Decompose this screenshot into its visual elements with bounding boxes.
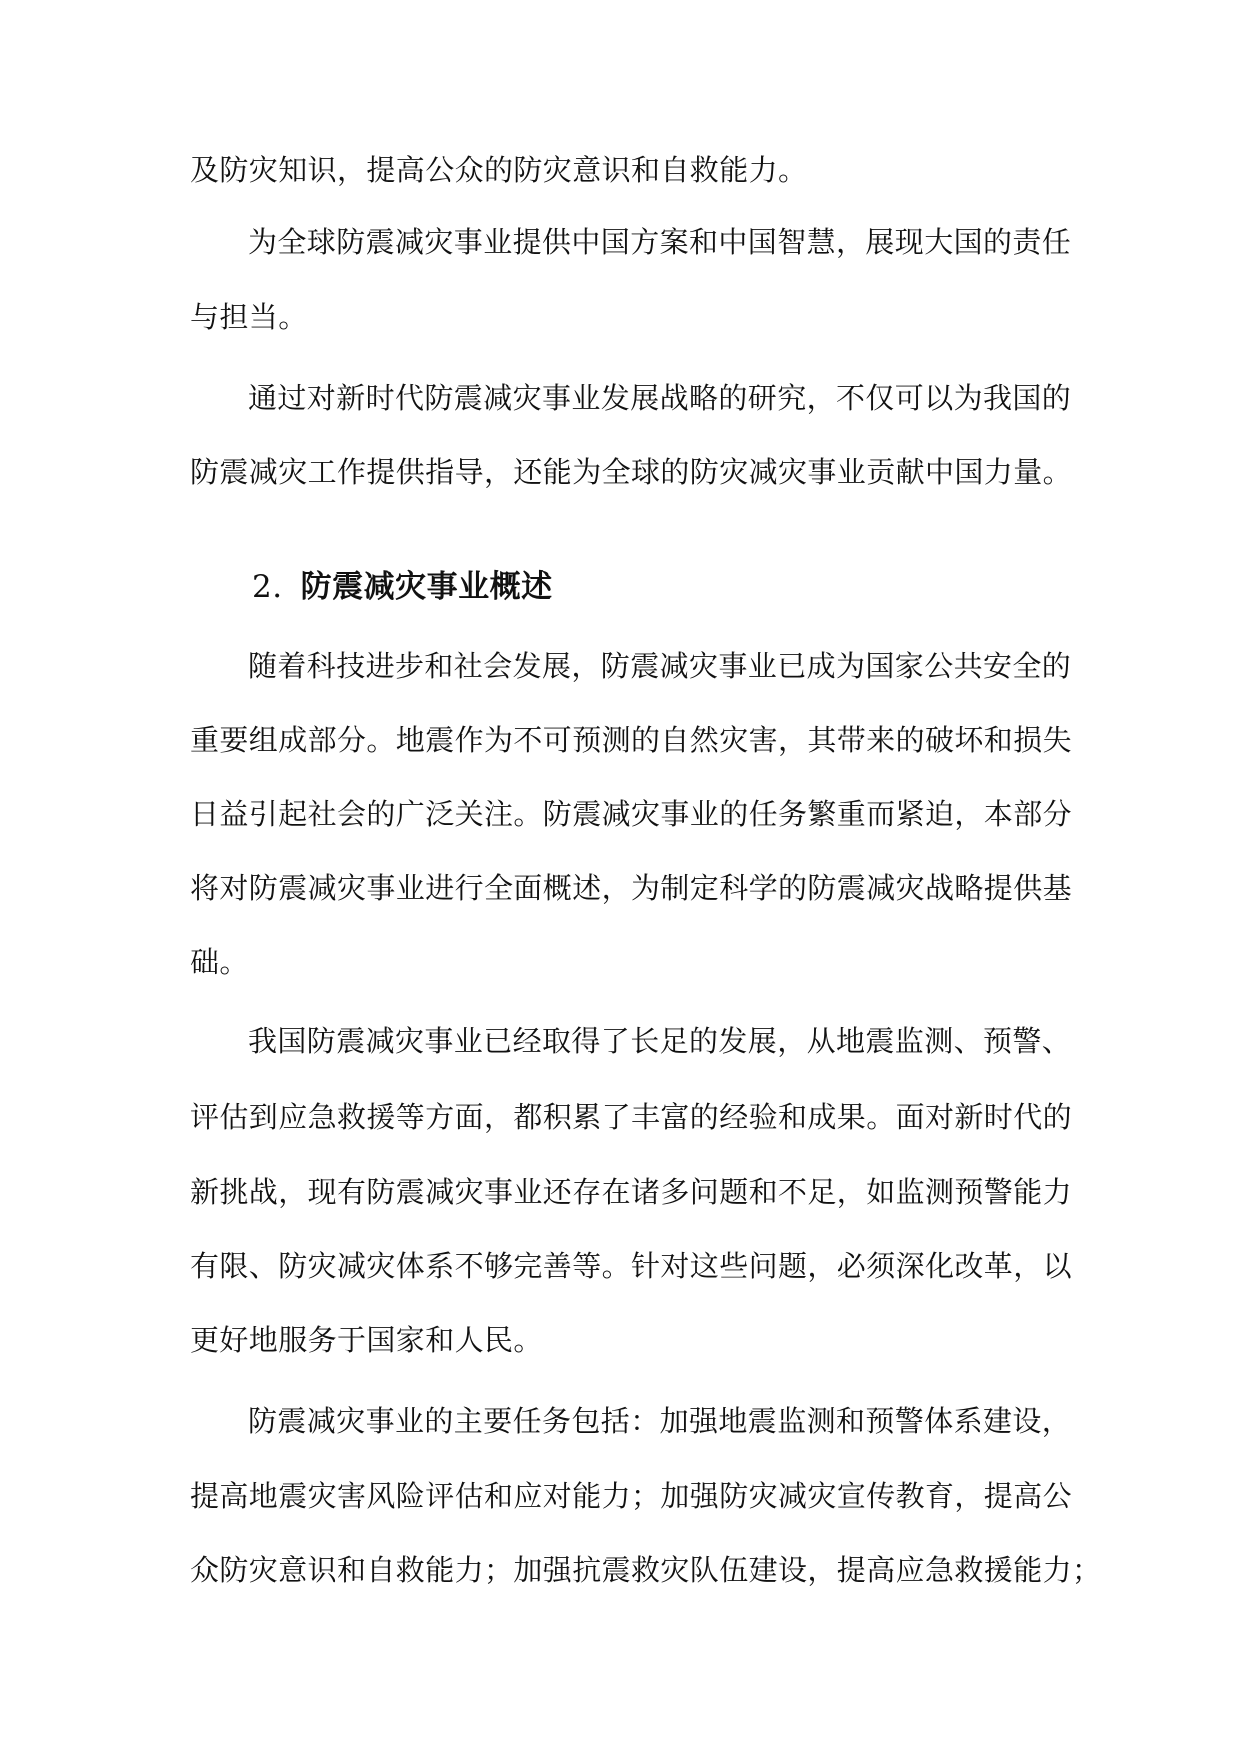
paragraph-line: 为全球防震减灾事业提供中国方案和中国智慧，展现大国的责任 — [248, 225, 1072, 259]
paragraph-line: 重要组成部分。地震作为不可预测的自然灾害，其带来的破坏和损失 — [190, 723, 1073, 757]
paragraph-line: 新挑战，现有防震减灾事业还存在诸多问题和不足，如监测预警能力 — [190, 1175, 1073, 1209]
paragraph-line: 及防灾知识，提高公众的防灾意识和自救能力。 — [190, 153, 808, 187]
paragraph-line: 与担当。 — [190, 300, 308, 334]
section-number: 2. — [252, 569, 283, 605]
section-title: 防震减灾事业概述 — [300, 569, 553, 605]
paragraph-line: 将对防震减灾事业进行全面概述，为制定科学的防震减灾战略提供基 — [190, 871, 1073, 905]
paragraph-line: 防震减灾事业的主要任务包括：加强地震监测和预警体系建设， — [248, 1404, 1072, 1438]
paragraph-line: 随着科技进步和社会发展，防震减灾事业已成为国家公共安全的 — [248, 649, 1072, 683]
paragraph-line: 有限、防灾减灾体系不够完善等。针对这些问题，必须深化改革，以 — [190, 1249, 1073, 1283]
paragraph-line: 我国防震减灾事业已经取得了长足的发展，从地震监测、预警、 — [248, 1024, 1072, 1058]
paragraph-line: 础。 — [190, 945, 249, 979]
paragraph-line: 评估到应急救援等方面，都积累了丰富的经验和成果。面对新时代的 — [190, 1100, 1073, 1134]
paragraph-line: 日益引起社会的广泛关注。防震减灾事业的任务繁重而紧迫，本部分 — [190, 797, 1073, 831]
paragraph-line: 防震减灾工作提供指导，还能为全球的防灾减灾事业贡献中国力量。 — [190, 455, 1073, 489]
paragraph-line: 更好地服务于国家和人民。 — [190, 1323, 543, 1357]
paragraph-line: 提高地震灾害风险评估和应对能力；加强防灾减灾宣传教育，提高公 — [190, 1479, 1073, 1513]
section-heading — [252, 565, 553, 609]
paragraph-line: 通过对新时代防震减灾事业发展战略的研究，不仅可以为我国的 — [248, 381, 1072, 415]
paragraph-line: 众防灾意识和自救能力；加强抗震救灾队伍建设，提高应急救援能力； — [190, 1553, 1102, 1587]
